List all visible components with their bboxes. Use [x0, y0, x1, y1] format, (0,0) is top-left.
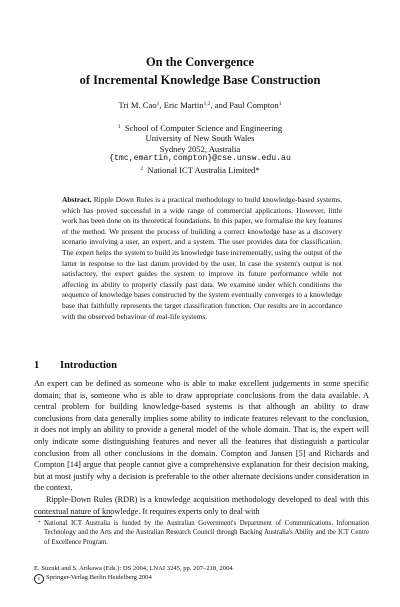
publication-info [34, 564, 234, 584]
author-separator: , and [210, 100, 230, 110]
abstract-text: Ripple Down Rules is a practical methodology to build knowledge-based systems, which has proved successful in a wide range of commercial applications. However, little work has been done on its theoretical foundations. In this paper, we formalise the key features of the method. We present the process of building a correct knowledge base as a discovery scenario involving a user, an expert, and a system. The user provides data for classification. The expert helps the system to build its knowledge base incrementally, using the output of the latter in response to the last datum provided by the user. In case the system's output is not satisfactory, the expert guides the system to improve its future performance while not affecting its ability to properly classify past data. We examine under which conditions the sequence of knowledge bases constructed by the system eventually converges to a knowledge base that faithfully represents the target classification function. Our results are in accordance with the observed behaviour of real-life systems. [62, 195, 342, 321]
section-number: 1 [34, 360, 40, 371]
citation-line: E. Suzuki and S. Arikawa (Eds.): DS 2004, LNAI 3245, pp. 207–218, 2004. [34, 565, 235, 572]
author-name: Paul Compton [229, 100, 279, 110]
author-list [0, 100, 400, 110]
affiliation-1-line-3: Sydney 2052, Australia [159, 143, 241, 154]
copyright-text: Springer-Verlag Berlin Heidelberg 2004 [46, 574, 152, 581]
paragraph: Ripple-Down Rules (RDR) is a knowledge acquisition methodology developed to deal with this contextual nature of knowledge. It requires experts only to deal with [34, 494, 369, 516]
section-title: Introduction [60, 360, 117, 371]
footnote-text: National ICT Australia is funded by the Australian Government's Department of Communications, Information Technology and the Arts and the Australian Research Council through Backing Australia's Ability and the ICT Centre of Excellence Program. [44, 520, 369, 546]
footnote-rule [34, 516, 112, 517]
affiliation-1-line-2: University of New South Wales [145, 133, 255, 144]
abstract-label: Abstract. [62, 195, 92, 204]
author-separator: , [159, 100, 164, 110]
author-name: Eric Martin [163, 100, 204, 110]
affiliation-mark: 1 [117, 124, 121, 130]
paper-title-line-2: of Incremental Knowledge Base Construction [79, 73, 321, 87]
copyright-icon: c [34, 574, 44, 584]
abstract [62, 195, 342, 322]
author-emails: {tmc,emartin,compton}@cse.unsw.edu.au [109, 154, 291, 164]
footnote-mark: * [38, 520, 41, 526]
paper-title-line-1: On the Convergence [145, 55, 255, 69]
author-name: Tri M. Cao [118, 100, 157, 110]
copyright-line [34, 573, 234, 584]
author-affiliation-mark: 1,2 [203, 101, 211, 107]
affiliation-2: $^2$ National ICT Australia Limited* [140, 164, 260, 175]
body-text [34, 378, 369, 517]
author-affiliation-mark: 1 [278, 101, 282, 107]
author-affiliation-mark: 1 [156, 101, 160, 107]
affiliation-1-line-1: $^1$ School of Computer Science and Engineering [117, 123, 283, 133]
section-heading [34, 360, 117, 371]
footnote [34, 519, 369, 547]
paragraph: An expert can be defined as someone who is able to make excellent judgements in some specific domain; that is, someone who is able to draw appropriate conclusions from the data available. A central problem for building knowledge-based systems is that although an ability to draw conclusions from data generally implies some ability to indicate features relevant to the conclusion, it does not imply an ability to provide a general model of the whole domain. That is, the expert will only indicate some distinguishing features and never all the features that distinguish a particular conclusion from all other conclusions in the domain. Compton and Jansen [5] and Richards and Compton [14] argue that people cannot give a comprehensive explanation for their decision making, but at most justify why a decision is preferable to the other alternate decisions under consideration in the context. [34, 379, 369, 493]
affiliation-block [0, 123, 400, 175]
affiliation-mark: 2 [140, 165, 144, 172]
